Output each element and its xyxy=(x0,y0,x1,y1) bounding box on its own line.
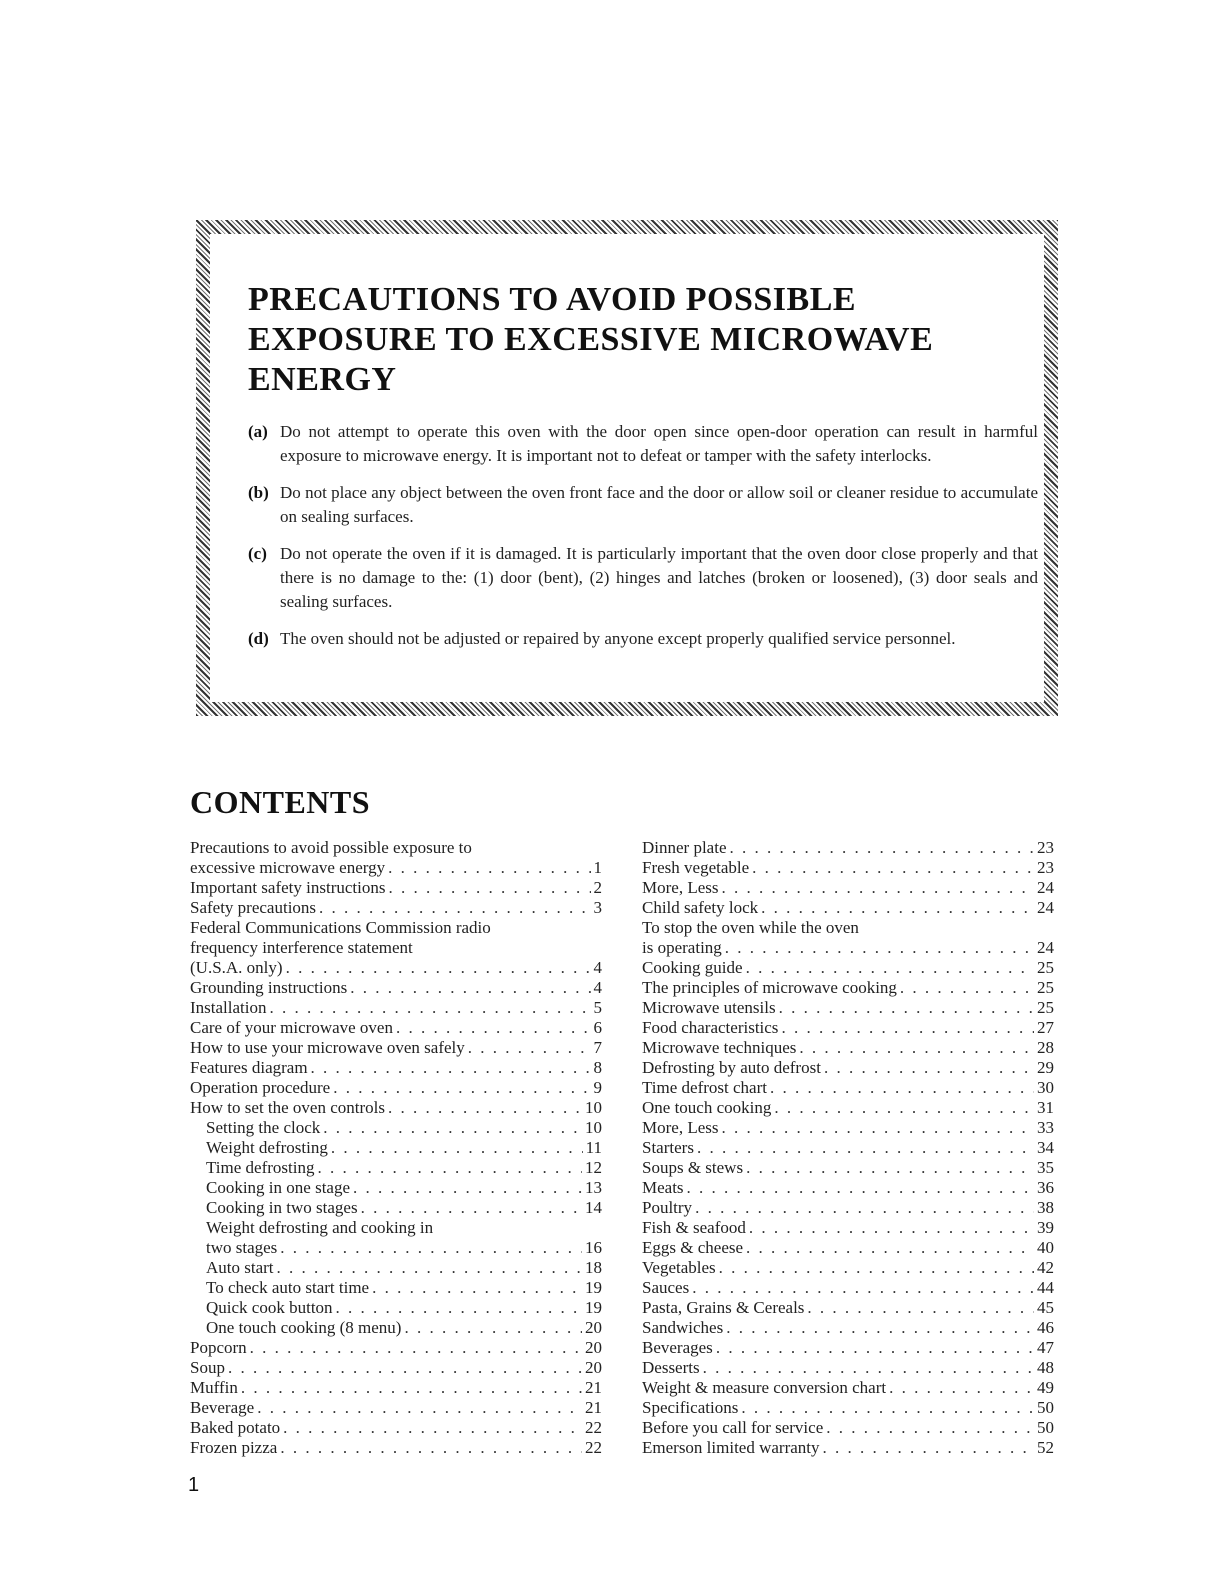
toc-entry xyxy=(190,858,602,878)
toc-entry xyxy=(190,1218,602,1238)
toc-leader-dots xyxy=(388,1098,582,1118)
toc-leader-dots xyxy=(350,978,590,998)
toc-entry-page: 2 xyxy=(593,878,602,897)
precautions-title-line: EXPOSURE TO EXCESSIVE MICROWAVE xyxy=(248,321,934,358)
toc-entry-label: Care of your microwave oven xyxy=(190,1018,393,1037)
toc-leader-dots xyxy=(726,1318,1034,1338)
toc-entry xyxy=(642,1158,1054,1178)
toc-leader-dots xyxy=(824,1058,1034,1078)
toc-leader-dots xyxy=(746,958,1034,978)
toc-leader-dots xyxy=(692,1278,1034,1298)
toc-leader-dots xyxy=(388,858,590,878)
toc-entry xyxy=(642,1098,1054,1118)
toc-entry xyxy=(190,1298,602,1318)
toc-entry-page: 20 xyxy=(585,1318,602,1337)
toc-entry-page: 39 xyxy=(1037,1218,1054,1237)
toc-entry xyxy=(190,998,602,1018)
toc-leader-dots xyxy=(730,838,1035,858)
toc-entry-label: Precautions to avoid possible exposure to xyxy=(190,838,472,857)
toc-leader-dots xyxy=(703,1358,1034,1378)
toc-entry-label: Poultry xyxy=(642,1198,693,1217)
toc-leader-dots xyxy=(889,1378,1034,1398)
toc-entry-label: Soups & stews xyxy=(642,1158,744,1177)
toc-entry-label: One touch cooking xyxy=(642,1098,772,1117)
toc-entry xyxy=(190,1178,602,1198)
toc-entry-page: 45 xyxy=(1037,1298,1054,1317)
toc-entry-page: 25 xyxy=(1037,958,1054,977)
toc-entry-label: Grounding instructions xyxy=(190,978,348,997)
toc-entry-label: Quick cook button xyxy=(206,1298,333,1317)
toc-entry-page: 42 xyxy=(1037,1258,1054,1277)
toc-entry-label: Defrosting by auto defrost xyxy=(642,1058,821,1077)
toc-entry-label: (U.S.A. only) xyxy=(190,958,283,977)
toc-entry-page: 24 xyxy=(1037,938,1054,957)
toc-entry-label: Auto start xyxy=(206,1258,274,1277)
toc-leader-dots xyxy=(333,1078,590,1098)
precaution-text: The oven should not be adjusted or repaired by anyone except properly qualified service personnel. xyxy=(280,629,956,648)
toc-entry-page: 44 xyxy=(1037,1278,1054,1297)
precaution-text: Do not attempt to operate this oven with the door open since open-door operation can result in harmful exposure to microwave energy. It is important not to defeat or tamper with the safety interlocks. xyxy=(280,422,1038,465)
toc-entry xyxy=(190,1158,602,1178)
toc-entry-page: 10 xyxy=(585,1098,602,1117)
toc-entry-label: Cooking guide xyxy=(642,958,743,977)
toc-entry xyxy=(190,1078,602,1098)
toc-entry-label: One touch cooking (8 menu) xyxy=(206,1318,402,1337)
precautions-title-line: ENERGY xyxy=(248,361,397,398)
toc-entry xyxy=(190,1118,602,1138)
toc-leader-dots xyxy=(807,1298,1034,1318)
toc-entry-label: Meats xyxy=(642,1178,684,1197)
toc-leader-dots xyxy=(725,938,1034,958)
toc-entry-page: 23 xyxy=(1037,838,1054,857)
toc-entry-label: Pasta, Grains & Cereals xyxy=(642,1298,805,1317)
toc-entry-page: 20 xyxy=(585,1358,602,1377)
toc-leader-dots xyxy=(286,958,591,978)
toc-leader-dots xyxy=(361,1198,582,1218)
toc-entry xyxy=(642,918,1054,938)
toc-leader-dots xyxy=(749,1218,1034,1238)
toc-leader-dots xyxy=(283,1418,582,1438)
toc-entry-label: Setting the clock xyxy=(206,1118,321,1137)
toc-entry-label: frequency interference statement xyxy=(190,938,413,957)
precaution-item-c xyxy=(248,542,1038,614)
toc-entry-page: 29 xyxy=(1037,1058,1054,1077)
toc-entry-label: Fresh vegetable xyxy=(642,858,750,877)
toc-entry xyxy=(190,1418,602,1438)
toc-entry-label: Installation xyxy=(190,998,267,1017)
toc-entry-label: Child safety lock xyxy=(642,898,759,917)
toc-entry xyxy=(190,1098,602,1118)
toc-leader-dots xyxy=(323,1118,582,1138)
toc-entry-page: 34 xyxy=(1037,1138,1054,1157)
toc-entry xyxy=(642,1418,1054,1438)
toc-entry xyxy=(190,1238,602,1258)
toc-entry-label: Operation procedure xyxy=(190,1078,331,1097)
toc-entry-label: How to use your microwave oven safely xyxy=(190,1038,465,1057)
precaution-marker: (d) xyxy=(248,629,269,648)
toc-entry xyxy=(190,1058,602,1078)
toc-entry-label: Weight defrosting xyxy=(206,1138,328,1157)
toc-leader-dots xyxy=(311,1058,591,1078)
toc-leader-dots xyxy=(741,1398,1034,1418)
toc-leader-dots xyxy=(770,1078,1034,1098)
toc-entry-page: 27 xyxy=(1037,1018,1054,1037)
toc-entry-label: Features diagram xyxy=(190,1058,308,1077)
toc-entry-label: Soup xyxy=(190,1358,225,1377)
toc-entry-label: two stages xyxy=(206,1238,278,1257)
toc-entry xyxy=(642,1278,1054,1298)
toc-entry xyxy=(642,1298,1054,1318)
toc-entry-page: 25 xyxy=(1037,998,1054,1017)
toc-entry-label: Federal Communications Commission radio xyxy=(190,918,491,937)
toc-entry-page: 24 xyxy=(1037,878,1054,897)
page-number: 1 xyxy=(188,1474,200,1496)
toc-entry xyxy=(642,1078,1054,1098)
toc-entry xyxy=(190,1138,602,1158)
toc-entry xyxy=(190,1278,602,1298)
toc-entry-label: is operating xyxy=(642,938,722,957)
toc-entry-label: Starters xyxy=(642,1138,694,1157)
toc-entry-label: Food characteristics xyxy=(642,1018,779,1037)
precaution-text: Do not operate the oven if it is damaged. It is particularly important that the oven door close properly and that there is no damage to the: (1) door (bent), (2) hinges and latches (broken or loosened), (3) door seals and sealing surfaces. xyxy=(280,544,1038,611)
toc-leader-dots xyxy=(752,858,1034,878)
toc-right-column xyxy=(642,838,1054,1458)
toc-entry-page: 20 xyxy=(585,1338,602,1357)
toc-leader-dots xyxy=(761,898,1034,918)
toc-leader-dots xyxy=(746,1238,1034,1258)
toc-entry-page: 25 xyxy=(1037,978,1054,997)
toc-entry xyxy=(642,898,1054,918)
toc-entry-label: excessive microwave energy xyxy=(190,858,386,877)
toc-entry xyxy=(642,1198,1054,1218)
toc-entry xyxy=(642,858,1054,878)
toc-entry-page: 18 xyxy=(585,1258,602,1277)
toc-entry xyxy=(642,978,1054,998)
toc-entry-page: 38 xyxy=(1037,1198,1054,1217)
toc-entry xyxy=(642,938,1054,958)
toc-entry-label: Weight defrosting and cooking in xyxy=(206,1218,434,1237)
toc-entry-page: 40 xyxy=(1037,1238,1054,1257)
toc-entry-page: 8 xyxy=(593,1058,602,1077)
toc-leader-dots xyxy=(353,1178,582,1198)
toc-entry-page: 5 xyxy=(593,998,602,1017)
precaution-text: Do not place any object between the oven front face and the door or allow soil or cleaner residue to accumulate on sealing surfaces. xyxy=(280,483,1038,526)
toc-entry-page: 21 xyxy=(585,1398,602,1417)
toc-entry-label: More, Less xyxy=(642,1118,719,1137)
toc-entry xyxy=(642,1378,1054,1398)
toc-entry xyxy=(190,918,602,938)
toc-entry xyxy=(642,1058,1054,1078)
toc-leader-dots xyxy=(257,1398,582,1418)
toc-entry-page: 35 xyxy=(1037,1158,1054,1177)
toc-leader-dots xyxy=(779,998,1034,1018)
toc-entry xyxy=(642,1218,1054,1238)
toc-entry-label: Before you call for service xyxy=(642,1418,824,1437)
precautions-list xyxy=(248,420,1038,664)
toc-entry xyxy=(642,838,1054,858)
toc-entry-label: Cooking in one stage xyxy=(206,1178,351,1197)
toc-entry-page: 13 xyxy=(585,1178,602,1197)
toc-entry-label: To stop the oven while the oven xyxy=(642,918,859,937)
toc-entry-label: More, Less xyxy=(642,878,719,897)
toc-entry xyxy=(190,978,602,998)
toc-entry-page: 36 xyxy=(1037,1178,1054,1197)
toc-entry xyxy=(642,1138,1054,1158)
toc-entry xyxy=(190,1258,602,1278)
toc-entry xyxy=(190,958,602,978)
toc-leader-dots xyxy=(716,1338,1034,1358)
toc-entry-page: 7 xyxy=(593,1038,602,1057)
toc-entry xyxy=(190,1378,602,1398)
toc-entry-label: Emerson limited warranty xyxy=(642,1438,820,1457)
toc-entry-label: Cooking in two stages xyxy=(206,1198,358,1217)
toc-entry-page: 28 xyxy=(1037,1038,1054,1057)
toc-entry-label: Important safety instructions xyxy=(190,878,386,897)
toc-entry-page: 22 xyxy=(585,1418,602,1437)
toc-entry-page: 49 xyxy=(1037,1378,1054,1397)
precaution-item-b xyxy=(248,481,1038,529)
toc-entry xyxy=(190,1198,602,1218)
toc-leader-dots xyxy=(336,1298,582,1318)
toc-leader-dots xyxy=(388,878,590,898)
toc-entry xyxy=(190,1398,602,1418)
toc-entry-page: 3 xyxy=(593,898,602,917)
toc-leader-dots xyxy=(721,1118,1034,1138)
toc-entry-page: 21 xyxy=(585,1378,602,1397)
toc-entry xyxy=(190,1358,602,1378)
toc-entry xyxy=(190,1338,602,1358)
toc-leader-dots xyxy=(721,878,1034,898)
toc-entry-label: Sauces xyxy=(642,1278,690,1297)
toc-entry-page: 48 xyxy=(1037,1358,1054,1377)
toc-leader-dots xyxy=(372,1278,582,1298)
toc-entry-label: Microwave techniques xyxy=(642,1038,797,1057)
toc-entry-page: 12 xyxy=(585,1158,602,1177)
precaution-marker: (b) xyxy=(248,483,269,502)
toc-entry-page: 33 xyxy=(1037,1118,1054,1137)
toc-entry xyxy=(190,1018,602,1038)
toc-left-column xyxy=(190,838,602,1458)
toc-entry xyxy=(642,1118,1054,1138)
toc-entry-label: Time defrosting xyxy=(206,1158,315,1177)
toc-entry-page: 1 xyxy=(593,858,602,877)
toc-leader-dots xyxy=(900,978,1034,998)
toc-entry-label: Popcorn xyxy=(190,1338,247,1357)
toc-entry xyxy=(642,998,1054,1018)
toc-entry-label: Time defrost chart xyxy=(642,1078,767,1097)
toc-leader-dots xyxy=(468,1038,591,1058)
toc-leader-dots xyxy=(241,1378,582,1398)
toc-entry-label: To check auto start time xyxy=(206,1278,370,1297)
toc-entry xyxy=(190,938,602,958)
precautions-box xyxy=(196,220,1058,716)
toc-leader-dots xyxy=(250,1338,582,1358)
toc-entry xyxy=(642,958,1054,978)
toc-entry-page: 6 xyxy=(593,1018,602,1037)
toc-entry-page: 30 xyxy=(1037,1078,1054,1097)
toc-entry-label: Safety precautions xyxy=(190,898,317,917)
toc-leader-dots xyxy=(277,1258,582,1278)
toc-entry-label: How to set the oven controls xyxy=(190,1098,385,1117)
toc-entry-page: 19 xyxy=(585,1298,602,1317)
toc-leader-dots xyxy=(746,1158,1034,1178)
toc-entry-label: Specifications xyxy=(642,1398,739,1417)
contents-title: CONTENTS xyxy=(190,784,371,820)
toc-entry xyxy=(642,1338,1054,1358)
toc-entry-page: 46 xyxy=(1037,1318,1054,1337)
precaution-marker: (c) xyxy=(248,544,267,563)
toc-leader-dots xyxy=(396,1018,591,1038)
toc-entry xyxy=(642,878,1054,898)
toc-leader-dots xyxy=(774,1098,1034,1118)
toc-entry-page: 4 xyxy=(593,958,602,977)
precaution-item-d xyxy=(248,627,1038,651)
toc-entry-label: The principles of microwave cooking xyxy=(642,978,897,997)
toc-leader-dots xyxy=(719,1258,1034,1278)
toc-entry-page: 10 xyxy=(585,1118,602,1137)
toc-entry-label: Vegetables xyxy=(642,1258,716,1277)
toc-entry-page: 11 xyxy=(585,1138,602,1157)
toc-entry-page: 22 xyxy=(585,1438,602,1457)
toc-leader-dots xyxy=(687,1178,1034,1198)
toc-leader-dots xyxy=(317,1158,582,1178)
toc-entry-label: Microwave utensils xyxy=(642,998,776,1017)
toc-entry-page: 14 xyxy=(585,1198,602,1217)
toc-entry xyxy=(642,1258,1054,1278)
toc-entry xyxy=(190,1438,602,1458)
toc-leader-dots xyxy=(280,1438,582,1458)
toc-entry-label: Weight & measure conversion chart xyxy=(642,1378,887,1397)
toc-leader-dots xyxy=(799,1038,1034,1058)
toc-leader-dots xyxy=(697,1138,1034,1158)
toc-entry xyxy=(642,1038,1054,1058)
toc-leader-dots xyxy=(269,998,590,1018)
toc-entry-label: Muffin xyxy=(190,1378,238,1397)
toc-entry-page: 47 xyxy=(1037,1338,1054,1357)
precautions-title-line: PRECAUTIONS TO AVOID POSSIBLE xyxy=(248,281,857,318)
toc-entry xyxy=(190,1038,602,1058)
toc-entry xyxy=(642,1398,1054,1418)
toc-entry xyxy=(642,1318,1054,1338)
toc-entry-page: 50 xyxy=(1037,1398,1054,1417)
toc-entry-page: 24 xyxy=(1037,898,1054,917)
toc-entry-page: 50 xyxy=(1037,1418,1054,1437)
toc-entry-label: Sandwiches xyxy=(642,1318,724,1337)
toc-entry xyxy=(190,898,602,918)
toc-entry xyxy=(190,878,602,898)
precaution-marker: (a) xyxy=(248,422,268,441)
toc-entry-page: 4 xyxy=(593,978,602,997)
toc-entry-label: Beverages xyxy=(642,1338,713,1357)
toc-entry xyxy=(642,1438,1054,1458)
precautions-title xyxy=(248,280,1048,400)
toc-leader-dots xyxy=(695,1198,1034,1218)
toc-entry-label: Frozen pizza xyxy=(190,1438,278,1457)
toc-entry-label: Baked potato xyxy=(190,1418,281,1437)
toc-entry xyxy=(642,1018,1054,1038)
toc-leader-dots xyxy=(331,1138,583,1158)
toc-entry-label: Beverage xyxy=(190,1398,255,1417)
toc-entry xyxy=(190,1318,602,1338)
precaution-item-a xyxy=(248,420,1038,468)
toc-leader-dots xyxy=(826,1418,1034,1438)
toc-entry-label: Dinner plate xyxy=(642,838,727,857)
toc-entry-page: 16 xyxy=(585,1238,602,1257)
toc-entry xyxy=(642,1178,1054,1198)
toc-leader-dots xyxy=(404,1318,582,1338)
toc-entry-page: 23 xyxy=(1037,858,1054,877)
toc-leader-dots xyxy=(280,1238,582,1258)
toc-entry xyxy=(642,1238,1054,1258)
toc-entry xyxy=(190,838,602,858)
toc-entry-label: Fish & seafood xyxy=(642,1218,746,1237)
toc-entry-page: 52 xyxy=(1037,1438,1054,1457)
toc-entry xyxy=(642,1358,1054,1378)
toc-entry-page: 31 xyxy=(1037,1098,1054,1117)
toc-leader-dots xyxy=(319,898,590,918)
toc-leader-dots xyxy=(823,1438,1034,1458)
toc-leader-dots xyxy=(781,1018,1034,1038)
toc-leader-dots xyxy=(228,1358,582,1378)
toc-entry-page: 19 xyxy=(585,1278,602,1297)
toc-entry-label: Desserts xyxy=(642,1358,700,1377)
toc-entry-label: Eggs & cheese xyxy=(642,1238,744,1257)
toc-entry-page: 9 xyxy=(593,1078,602,1097)
